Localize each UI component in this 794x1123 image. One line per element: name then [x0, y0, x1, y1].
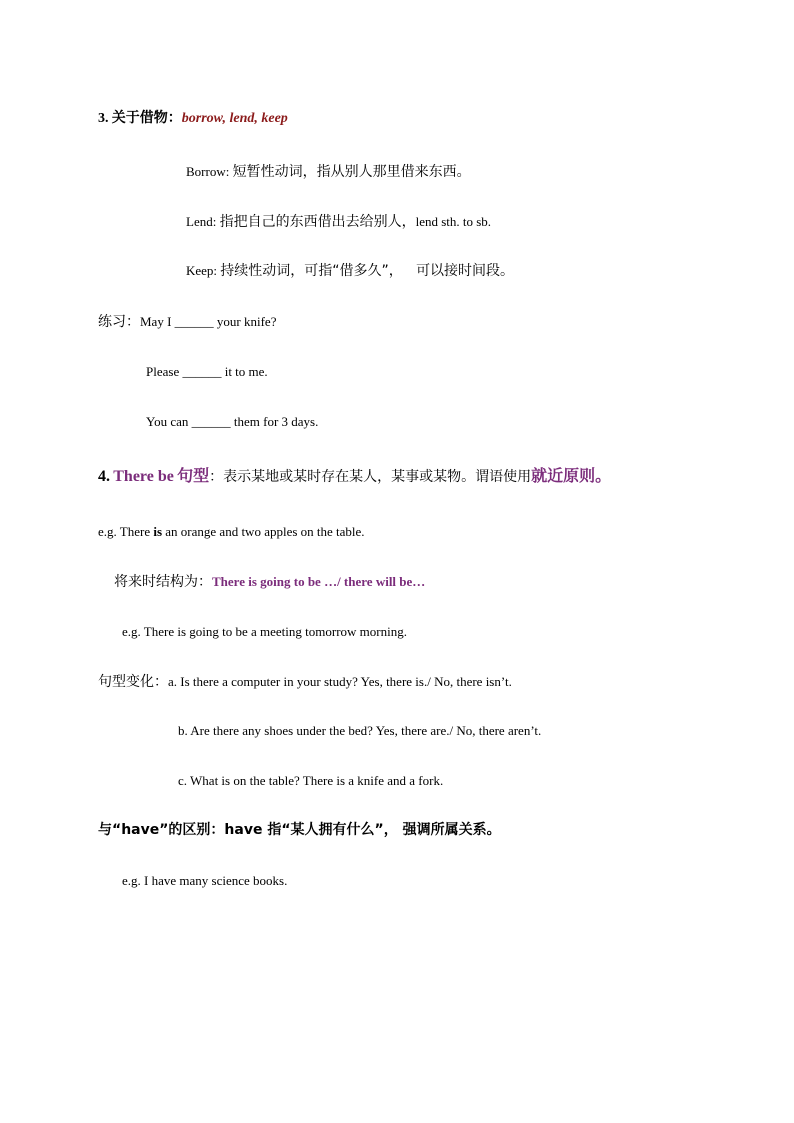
example-3	[122, 871, 287, 891]
section-4-heading	[98, 466, 611, 487]
keep-definition	[186, 261, 514, 281]
variation-b	[178, 721, 541, 741]
section-3-keywords: borrow, lend, keep	[181, 111, 288, 126]
keep-term: Keep:	[186, 263, 218, 278]
future-structure	[114, 572, 425, 592]
have-difference-text: 与“have”的区别：have 指“某人拥有什么”， 强调所属关系。	[98, 822, 501, 838]
keep-desc: 持续性动词，可指“借多久”，	[220, 263, 403, 279]
variation-a	[98, 672, 512, 692]
exercise-2	[146, 362, 268, 382]
example-1-rest: an orange and two apples on the table.	[162, 524, 365, 539]
variation-c	[178, 771, 443, 791]
proximity-rule: 就近原则。	[531, 466, 612, 485]
lend-definition	[186, 212, 491, 232]
exercise-label: 练习：	[98, 314, 140, 330]
lend-desc-cn: 指把自己的东西借出去给别人，	[219, 214, 416, 230]
example-3-text: e.g. I have many science books.	[122, 873, 288, 888]
example-2	[122, 622, 407, 642]
exercise-1	[98, 312, 276, 332]
pattern-label: 句型	[177, 466, 210, 485]
variation-b-text: b. Are there any shoes under the bed? Yes, there are./ No, there aren’t.	[178, 723, 542, 738]
exercise-3-text: You can ______ them for 3 days.	[146, 414, 319, 429]
lend-term: Lend:	[186, 214, 217, 229]
variation-a-text: a. Is there a computer in your study? Yes, there is./ No, there isn’t.	[168, 674, 512, 689]
variation-c-text: c. What is on the table? There is a knife and a fork.	[178, 773, 444, 788]
future-structure-text: There is going to be …/ there will be…	[212, 574, 426, 589]
there-be-label: There be	[113, 468, 174, 485]
borrow-desc: 短暂性动词，指从别人那里借来东西。	[232, 164, 471, 180]
section-3-number: 3.	[98, 111, 109, 126]
section-3-title: 关于借物：	[111, 110, 182, 126]
section-4-desc: ：表示某地或某时存在某人，某事或某物。谓语使用	[209, 469, 532, 485]
exercise-3	[146, 412, 318, 432]
example-2-text: e.g. There is going to be a meeting tomorrow morning.	[122, 624, 407, 639]
section-3-heading	[98, 108, 288, 129]
section-4-number: 4.	[98, 468, 110, 485]
variation-label: 句型变化：	[98, 674, 168, 690]
keep-desc-2: 可以接时间段。	[416, 263, 515, 279]
have-difference	[98, 820, 501, 840]
exercise-1-text: May I ______ your knife?	[140, 314, 277, 329]
future-label: 将来时结构为：	[114, 574, 212, 590]
example-1-verb: is	[153, 524, 163, 539]
lend-desc-en: lend sth. to sb.	[415, 214, 492, 229]
borrow-term: Borrow:	[186, 164, 230, 179]
example-1	[98, 522, 365, 542]
borrow-definition	[186, 162, 471, 182]
exercise-2-text: Please ______ it to me.	[146, 364, 268, 379]
example-1-prefix: e.g. There	[98, 524, 154, 539]
